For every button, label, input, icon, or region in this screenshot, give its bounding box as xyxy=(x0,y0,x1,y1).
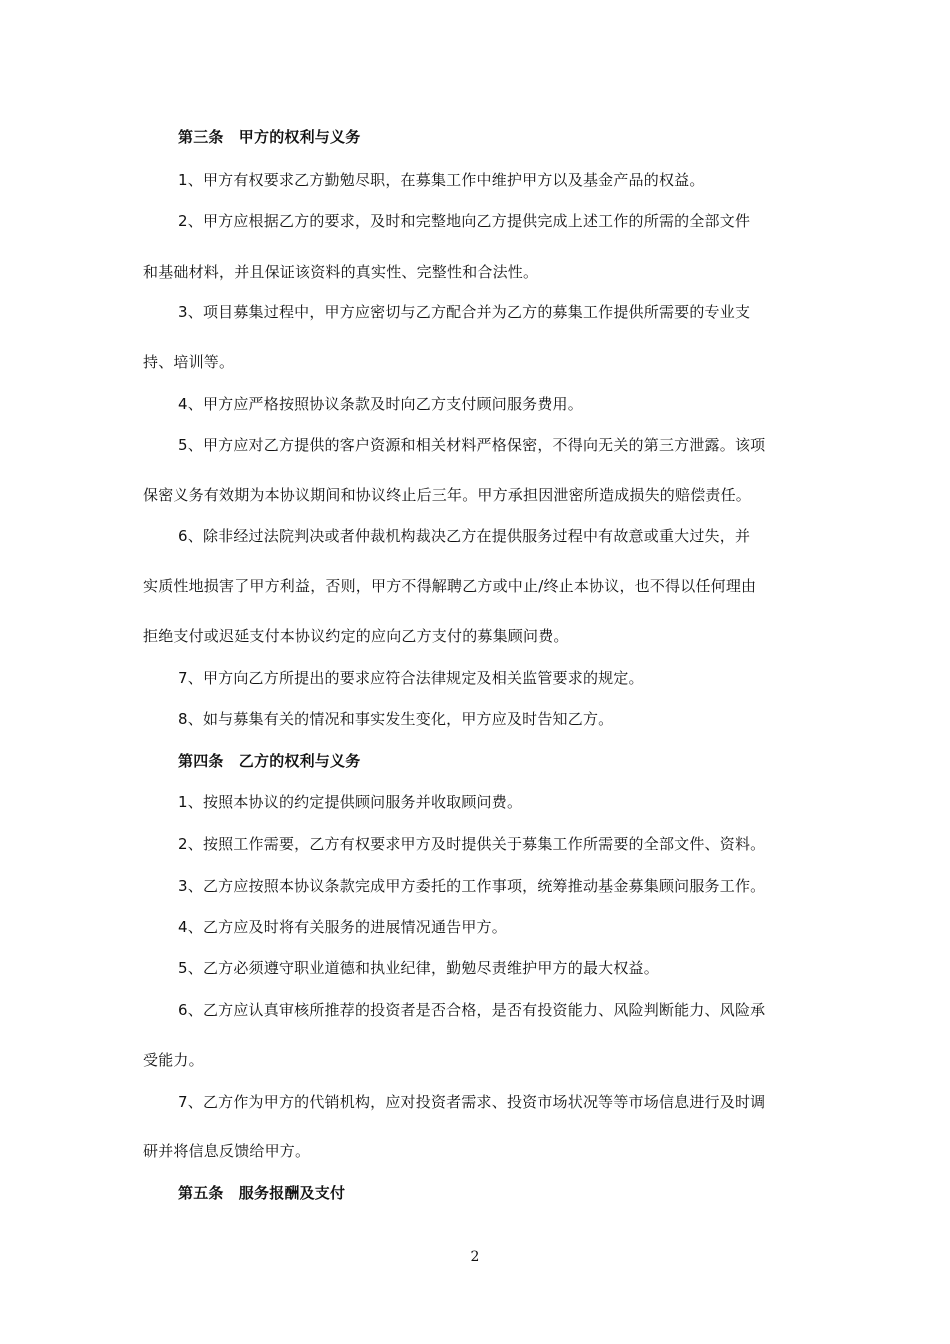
paragraph-line: 研并将信息反馈给甲方。 xyxy=(143,1142,311,1160)
page-number: 2 xyxy=(470,1249,480,1265)
paragraph-line: 1、按照本协议的约定提供顾问服务并收取顾问费。 xyxy=(178,793,523,811)
paragraph-line: 6、乙方应认真审核所推荐的投资者是否合格，是否有投资能力、风险判断能力、风险承 xyxy=(178,1001,766,1019)
paragraph-line: 3、乙方应按照本协议条款完成甲方委托的工作事项，统筹推动基金募集顾问服务工作。 xyxy=(178,877,766,895)
paragraph-line: 7、甲方向乙方所提出的要求应符合法律规定及相关监管要求的规定。 xyxy=(178,669,644,687)
paragraph-line: 8、如与募集有关的情况和事实发生变化，甲方应及时告知乙方。 xyxy=(178,710,614,728)
paragraph-line: 2、按照工作需要，乙方有权要求甲方及时提供关于募集工作所需要的全部文件、资料。 xyxy=(178,835,766,853)
paragraph-line: 4、甲方应严格按照协议条款及时向乙方支付顾问服务费用。 xyxy=(178,395,583,413)
paragraph-line: 和基础材料，并且保证该资料的真实性、完整性和合法性。 xyxy=(143,263,539,281)
paragraph-line: 持、培训等。 xyxy=(143,353,235,371)
paragraph-line: 2、甲方应根据乙方的要求，及时和完整地向乙方提供完成上述工作的所需的全部文件 xyxy=(178,212,751,230)
section-heading-article-3: 第三条 甲方的权利与义务 xyxy=(178,128,361,146)
paragraph-line: 受能力。 xyxy=(143,1051,204,1069)
paragraph-line: 5、乙方必须遵守职业道德和执业纪律，勤勉尽责维护甲方的最大权益。 xyxy=(178,959,659,977)
paragraph-line: 保密义务有效期为本协议期间和协议终止后三年。甲方承担因泄密所造成损失的赔偿责任。 xyxy=(143,486,752,504)
paragraph-line: 6、除非经过法院判决或者仲裁机构裁决乙方在提供服务过程中有故意或重大过失，并 xyxy=(178,527,751,545)
paragraph-line: 4、乙方应及时将有关服务的进展情况通告甲方。 xyxy=(178,918,507,936)
section-heading-article-5: 第五条 服务报酬及支付 xyxy=(178,1184,346,1202)
section-heading-article-4: 第四条 乙方的权利与义务 xyxy=(178,752,361,770)
paragraph-line: 拒绝支付或迟延支付本协议约定的应向乙方支付的募集顾问费。 xyxy=(143,627,569,645)
paragraph-line: 3、项目募集过程中，甲方应密切与乙方配合并为乙方的募集工作提供所需要的专业支 xyxy=(178,303,751,321)
paragraph-line: 5、甲方应对乙方提供的客户资源和相关材料严格保密，不得向无关的第三方泄露。该项 xyxy=(178,436,766,454)
paragraph-line: 1、甲方有权要求乙方勤勉尽职，在募集工作中维护甲方以及基金产品的权益。 xyxy=(178,171,705,189)
paragraph-line: 7、乙方作为甲方的代销机构，应对投资者需求、投资市场状况等等市场信息进行及时调 xyxy=(178,1093,766,1111)
paragraph-line: 实质性地损害了甲方利益，否则，甲方不得解聘乙方或中止/终止本协议，也不得以任何理由 xyxy=(143,577,757,595)
